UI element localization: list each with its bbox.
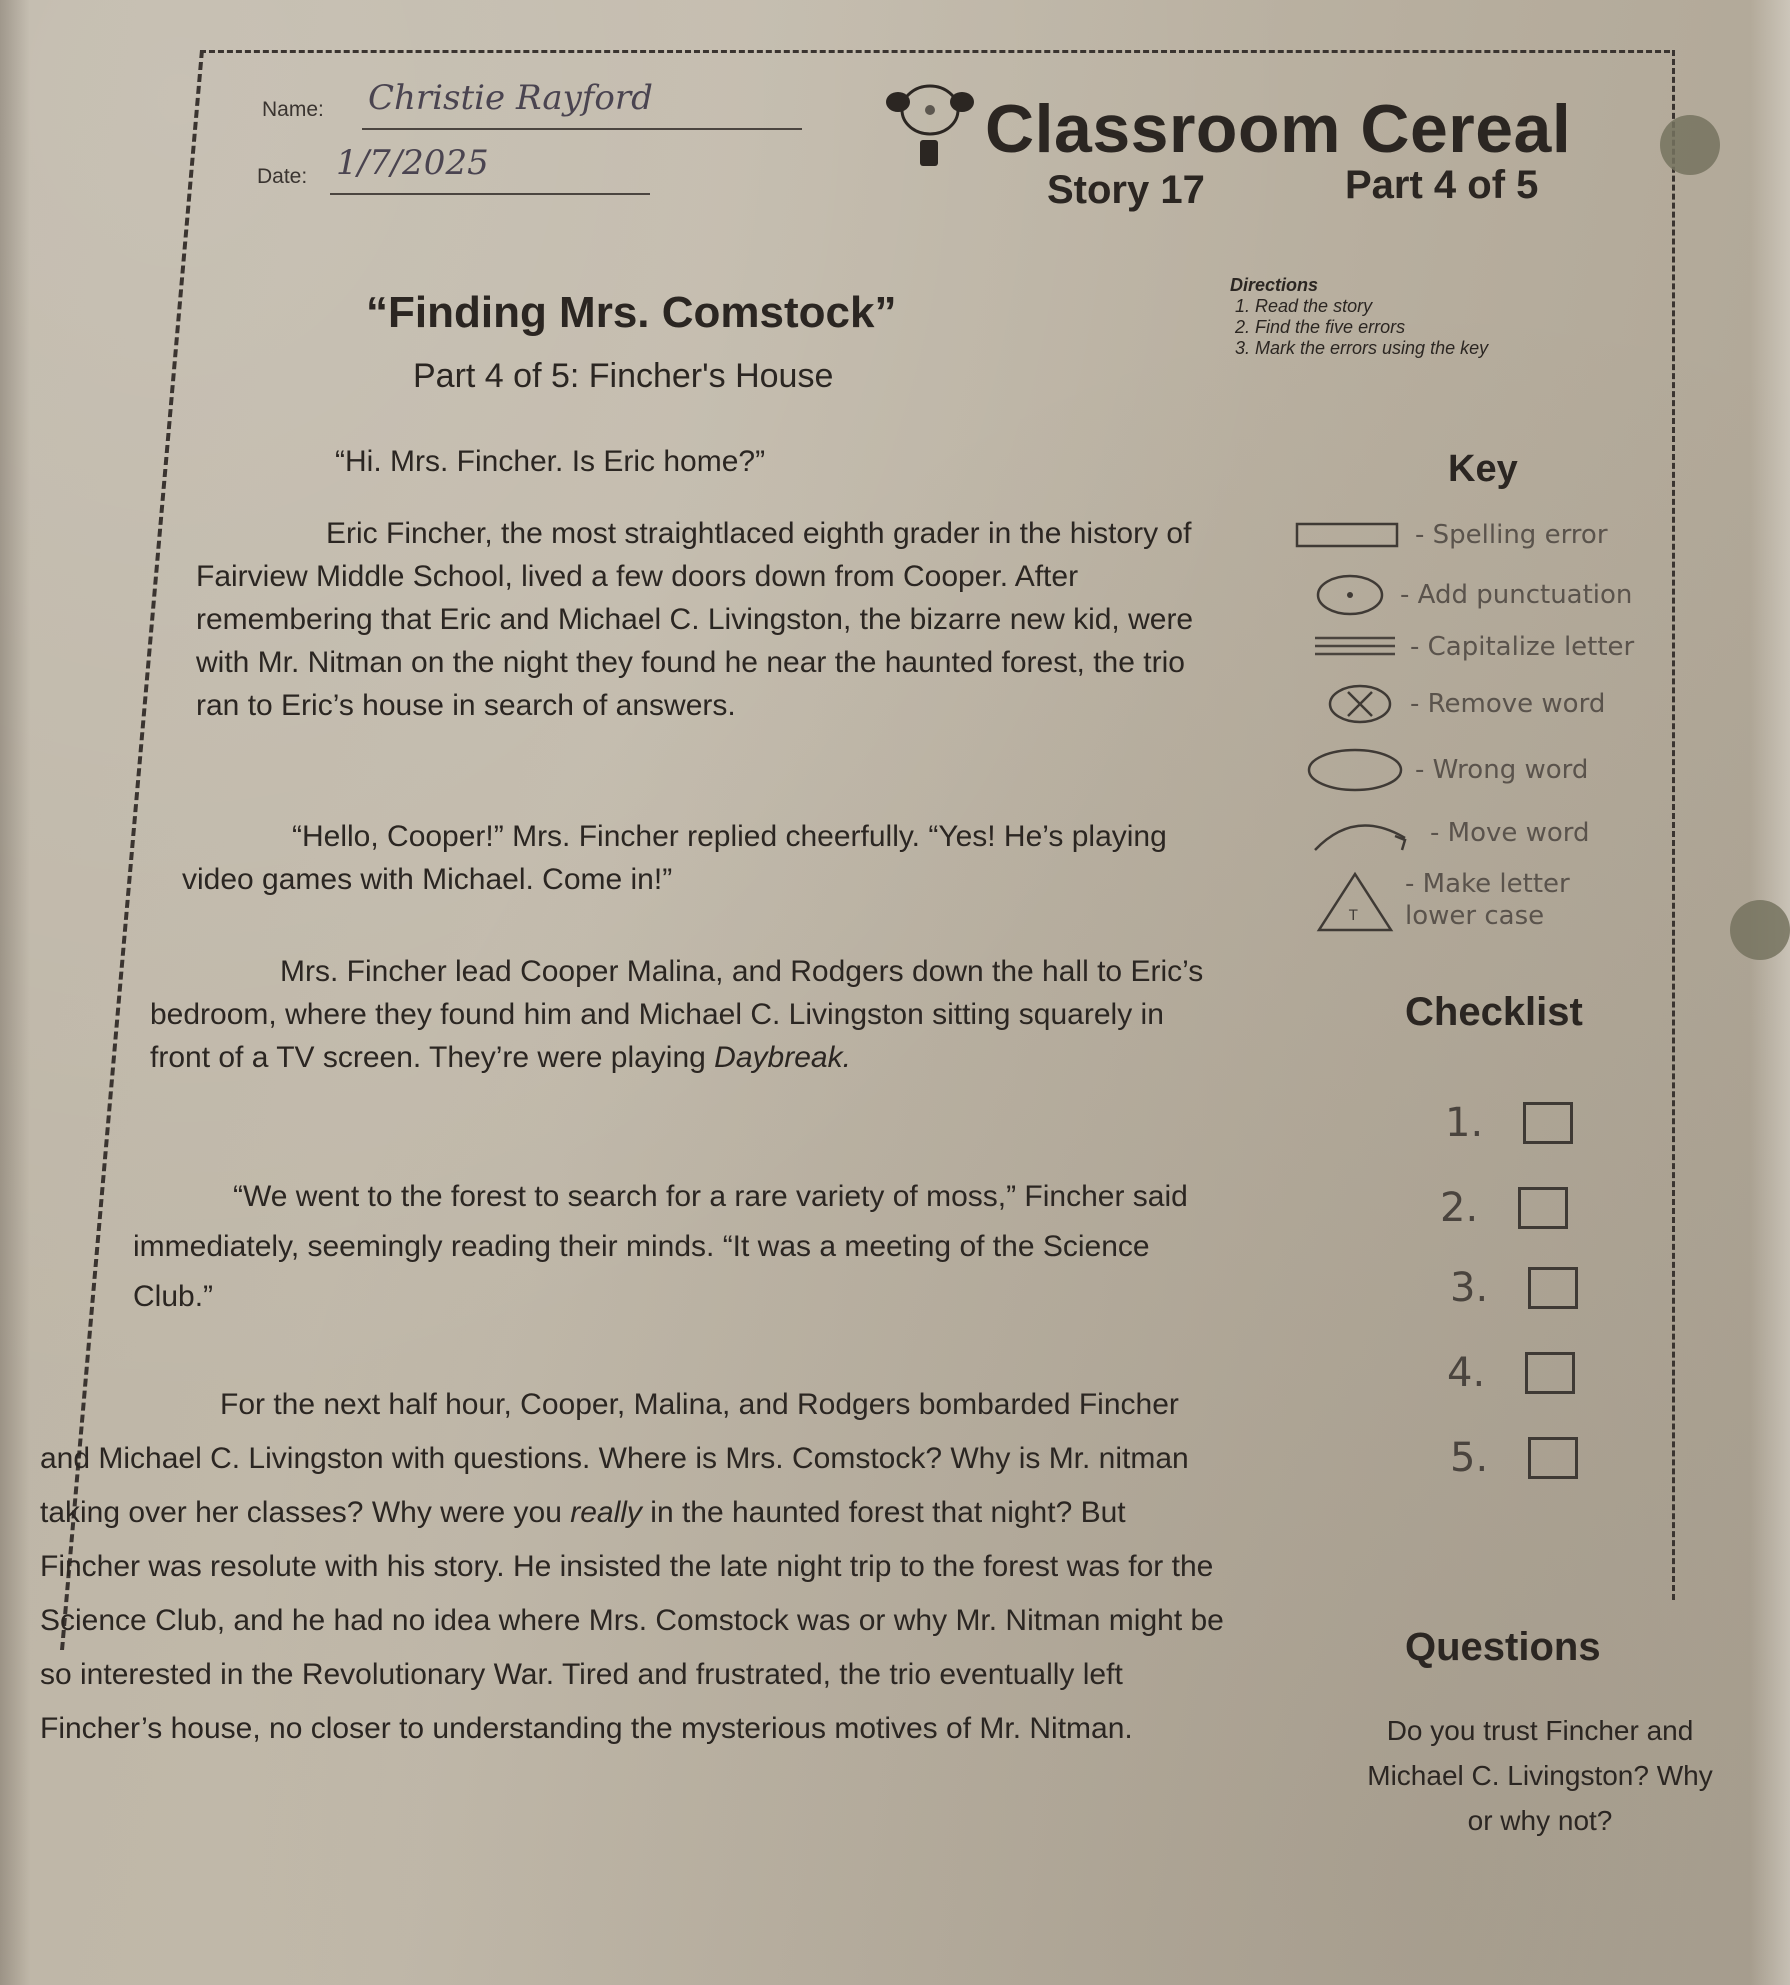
key-item-remove bbox=[1320, 682, 1605, 726]
story-subtitle: Part 4 of 5: Fincher's House bbox=[413, 357, 834, 395]
checklist-item bbox=[1440, 1185, 1568, 1231]
punch-hole bbox=[1730, 900, 1790, 960]
questions-heading: Questions bbox=[1405, 1625, 1601, 1669]
key-label: - Capitalize letter bbox=[1410, 632, 1635, 662]
triple-underline-icon bbox=[1310, 632, 1400, 662]
checklist-item bbox=[1450, 1265, 1578, 1311]
part-number: Part 4 of 5 bbox=[1345, 163, 1539, 207]
directions-item: 2. Find the five errors bbox=[1235, 317, 1406, 337]
cut-line-top bbox=[200, 50, 1670, 53]
checklist-number: 2. bbox=[1440, 1185, 1479, 1231]
date-label: Date: bbox=[257, 165, 308, 188]
checklist-item bbox=[1447, 1350, 1575, 1396]
name-label: Name: bbox=[262, 98, 324, 121]
date-field[interactable]: 1/7/2025 bbox=[336, 143, 489, 183]
paragraph: “Hello, Cooper!” Mrs. Fincher replied cheerfully. “Yes! He’s playing video games with Michael. Come in!” bbox=[182, 820, 1167, 896]
page-edge bbox=[1750, 0, 1790, 1985]
checklist-number: 1. bbox=[1445, 1100, 1484, 1146]
punch-hole bbox=[1660, 115, 1720, 175]
checklist-item bbox=[1450, 1435, 1578, 1481]
paragraph: Eric Fincher, the most straightlaced eighth grader in the history of Fairview Middle School, lived a few doors down from Cooper. After remembering that Eric and Michael C. Livingston, the bizarre new kid, were with Mr. Nitman on the night they found he near the haunted forest, the trio ran to Eric’s house in search of answers. bbox=[196, 517, 1194, 722]
story-number: Story 17 bbox=[1047, 168, 1205, 212]
key-label: - Spelling error bbox=[1415, 520, 1608, 550]
circle-dot-icon bbox=[1310, 573, 1390, 617]
key-item-capitalize bbox=[1310, 632, 1634, 662]
key-heading: Key bbox=[1448, 448, 1518, 490]
checklist-number: 3. bbox=[1450, 1265, 1489, 1311]
oval-icon bbox=[1305, 745, 1405, 795]
checkbox[interactable] bbox=[1525, 1352, 1575, 1394]
key-item-wrong-word bbox=[1305, 745, 1588, 795]
checklist-heading: Checklist bbox=[1405, 990, 1583, 1034]
paragraph-text: For the next half hour, Cooper, Malina, and Rodgers bombarded Fincher and Michael C. Livingston with questions. Where is Mrs. Comstock? Why is Mr. nitman taking over her classes? Why were you bbox=[40, 1388, 1189, 1529]
paragraph bbox=[150, 950, 1210, 1079]
paragraph-greeting: “Hi. Mrs. Fincher. Is Eric home?” bbox=[335, 445, 766, 478]
svg-text:T: T bbox=[1349, 908, 1358, 924]
key-item-move bbox=[1310, 808, 1590, 858]
key-item-punctuation bbox=[1310, 573, 1632, 617]
key-label: - Make letter lower case bbox=[1405, 869, 1570, 931]
checkbox[interactable] bbox=[1518, 1187, 1568, 1229]
key-label: - Remove word bbox=[1410, 689, 1606, 719]
paragraph-text: in the haunted forest that night? But Fincher was resolute with his story. He insisted the late night trip to the forest was for the Science Club, and he had no idea where Mrs. Comstock was or why Mr. Nitman might be so interested in the Revolutionary War. Tired and frustrated, the trio eventually left Fincher’s house, no closer to understanding the mysterious motives of Mr. Nitman. bbox=[40, 1496, 1224, 1745]
triangle-icon bbox=[1315, 868, 1395, 934]
italic-title: Daybreak. bbox=[714, 1041, 851, 1074]
story-title: “Finding Mrs. Comstock” bbox=[366, 288, 897, 337]
date-underline bbox=[330, 193, 650, 195]
directions bbox=[1230, 275, 1488, 359]
key-item-spelling bbox=[1295, 520, 1608, 550]
paragraph: “We went to the forest to search for a rare variety of moss,” Fincher said immediately, seemingly reading their minds. “It was a meeting of the Science Club.” bbox=[133, 1180, 1188, 1313]
checklist-item bbox=[1445, 1100, 1573, 1146]
key-label: - Wrong word bbox=[1415, 755, 1589, 785]
key-item-lowercase bbox=[1315, 868, 1605, 934]
directions-item: 1. Read the story bbox=[1235, 296, 1373, 316]
key-label: - Move word bbox=[1430, 818, 1590, 848]
rectangle-icon bbox=[1295, 520, 1405, 550]
directions-heading: Directions bbox=[1230, 275, 1319, 295]
directions-item: 3. Mark the errors using the key bbox=[1235, 338, 1489, 358]
curved-arrow-icon bbox=[1310, 808, 1420, 858]
paragraph-text: Mrs. Fincher lead Cooper Malina, and Rodgers down the hall to Eric’s bedroom, where they found him and Michael C. Livingston sitting squarely in front of a TV screen. They’re were playing bbox=[150, 955, 1204, 1074]
name-underline bbox=[362, 128, 802, 130]
italic-word: really bbox=[570, 1496, 642, 1529]
circled-x-icon bbox=[1320, 682, 1400, 726]
checkbox[interactable] bbox=[1528, 1437, 1578, 1479]
brand-title: Classroom Cereal bbox=[985, 91, 1572, 167]
checklist-number: 4. bbox=[1447, 1350, 1486, 1396]
checkbox[interactable] bbox=[1528, 1267, 1578, 1309]
question-text: Do you trust Fincher and Michael C. Livingston? Why or why not? bbox=[1367, 1715, 1713, 1836]
cut-line-right bbox=[1672, 50, 1675, 1600]
page-shadow bbox=[0, 0, 30, 1985]
checkbox[interactable] bbox=[1523, 1102, 1573, 1144]
key-label: - Add punctuation bbox=[1400, 580, 1633, 610]
paragraph bbox=[40, 1378, 1230, 1756]
name-field[interactable]: Christie Rayford bbox=[368, 78, 653, 118]
cereal-mascot-icon bbox=[880, 82, 980, 192]
checklist-number: 5. bbox=[1450, 1435, 1489, 1481]
